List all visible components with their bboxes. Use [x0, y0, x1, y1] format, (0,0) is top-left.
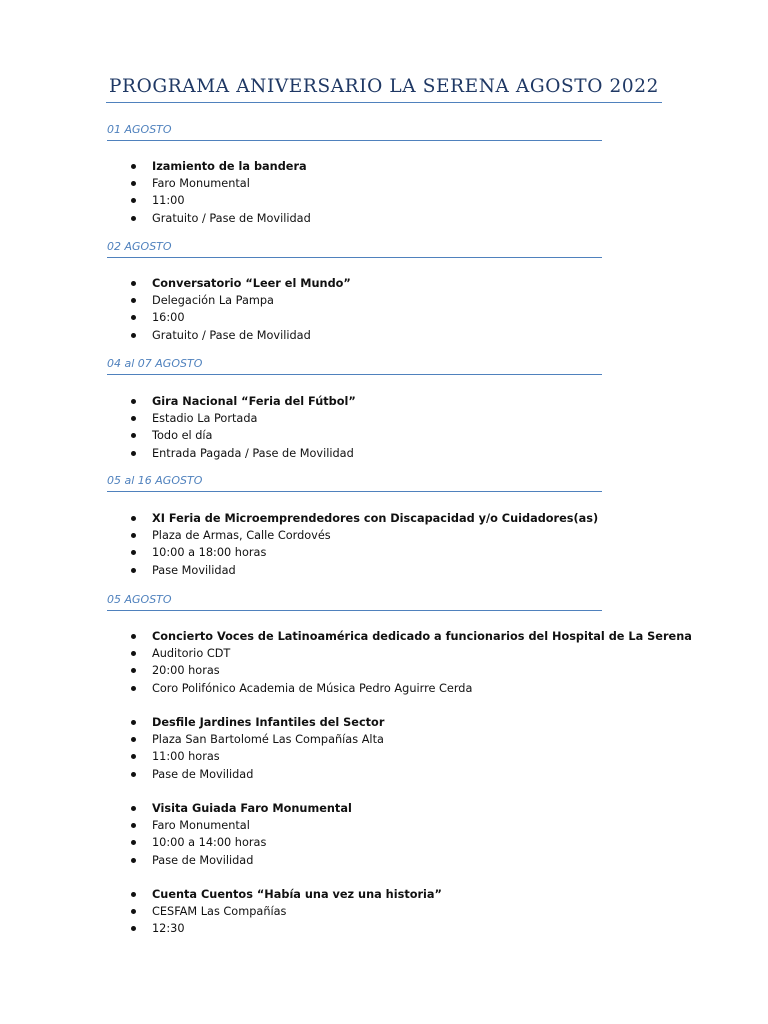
event-title: Visita Guiada Faro Monumental [152, 802, 352, 815]
list-item [152, 716, 384, 730]
event-title: Concierto Voces de Latinoamérica dedicado a funcionarios del Hospital de La Serena [152, 630, 692, 643]
list-item [152, 177, 250, 191]
list-item [152, 194, 185, 208]
event-detail: Plaza de Armas, Calle Cordovés [152, 529, 331, 543]
list-item [152, 212, 311, 226]
bullet-icon [131, 668, 136, 673]
bullet-icon [131, 754, 136, 759]
event-detail: 10:00 a 14:00 horas [152, 836, 267, 850]
list-item [152, 412, 257, 426]
event-title: XI Feria de Microemprendedores con Discapacidad y/o Cuidadores(as) [152, 512, 599, 525]
event-detail: Estadio La Portada [152, 412, 258, 426]
list-item [152, 819, 250, 833]
event-detail: Gratuito / Pase de Movilidad [152, 211, 311, 225]
bullet-icon [131, 164, 136, 169]
bullet-icon [131, 216, 136, 221]
event-title: Gira Nacional “Feria del Fútbol” [152, 395, 356, 408]
bullet-icon [131, 840, 136, 845]
bullet-icon [131, 568, 136, 573]
bullet-icon [131, 720, 136, 725]
list-item [152, 922, 185, 936]
event-detail: Coro Polifónico Academia de Música Pedro Aguirre Cerda [152, 681, 473, 695]
event-detail: 11:00 [152, 194, 185, 208]
list-item [152, 888, 442, 902]
list-item [152, 395, 356, 409]
event-detail: Pase de Movilidad [152, 767, 254, 781]
section-heading: 05 AGOSTO [107, 593, 602, 611]
event-detail: 16:00 [152, 311, 185, 325]
event-title: Izamiento de la bandera [152, 160, 307, 173]
event-title: Cuenta Cuentos “Había una vez una historia” [152, 888, 442, 901]
bullet-icon [131, 926, 136, 931]
bullet-icon [131, 634, 136, 639]
bullet-icon [131, 772, 136, 777]
bullet-icon [131, 298, 136, 303]
event-detail: 10:00 a 18:00 horas [152, 546, 267, 560]
list-item [152, 429, 212, 443]
list-item [152, 447, 354, 461]
bullet-icon [131, 858, 136, 863]
list-item [152, 750, 220, 764]
list-item [152, 905, 286, 919]
bullet-icon [131, 516, 136, 521]
bullet-icon [131, 333, 136, 338]
list-item [152, 836, 266, 850]
list-item [152, 768, 253, 782]
bullet-icon [131, 198, 136, 203]
list-item [152, 529, 331, 543]
bullet-icon [131, 315, 136, 320]
event-detail: 11:00 horas [152, 750, 220, 764]
bullet-icon [131, 451, 136, 456]
list-item [152, 733, 384, 747]
event-detail: 20:00 horas [152, 664, 220, 678]
event-detail: Pase de Movilidad [152, 853, 254, 867]
list-item [152, 802, 352, 816]
event-title: Conversatorio “Leer el Mundo” [152, 277, 351, 290]
list-item [152, 294, 274, 308]
bullet-icon [131, 533, 136, 538]
list-item [152, 160, 307, 174]
document-title: PROGRAMA ANIVERSARIO LA SERENA AGOSTO 2022 [106, 76, 662, 103]
section-heading: 05 al 16 AGOSTO [107, 474, 602, 492]
event-detail: Gratuito / Pase de Movilidad [152, 328, 311, 342]
bullet-icon [131, 416, 136, 421]
list-item [152, 854, 253, 868]
list-item [152, 630, 692, 644]
list-item [152, 564, 236, 578]
list-item [152, 311, 185, 325]
section-heading: 04 al 07 AGOSTO [107, 357, 602, 375]
bullet-icon [131, 892, 136, 897]
bullet-icon [131, 806, 136, 811]
bullet-icon [131, 550, 136, 555]
event-detail: Delegación La Pampa [152, 294, 274, 308]
event-detail: Faro Monumental [152, 819, 250, 833]
list-item [152, 546, 266, 560]
event-detail: Faro Monumental [152, 177, 250, 191]
bullet-icon [131, 909, 136, 914]
event-detail: Plaza San Bartolomé Las Compañías Alta [152, 733, 384, 747]
event-detail: Todo el día [152, 429, 213, 443]
bullet-icon [131, 737, 136, 742]
bullet-icon [131, 399, 136, 404]
section-heading: 01 AGOSTO [107, 123, 602, 141]
list-item [152, 277, 351, 291]
bullet-icon [131, 181, 136, 186]
list-item [152, 647, 230, 661]
list-item [152, 682, 472, 696]
event-detail: Entrada Pagada / Pase de Movilidad [152, 446, 354, 460]
list-item [152, 512, 598, 526]
event-detail: Auditorio CDT [152, 647, 231, 661]
event-detail: 12:30 [152, 922, 185, 936]
list-item [152, 664, 220, 678]
event-detail: Pase Movilidad [152, 563, 236, 577]
bullet-icon [131, 823, 136, 828]
bullet-icon [131, 433, 136, 438]
bullet-icon [131, 686, 136, 691]
section-heading: 02 AGOSTO [107, 240, 602, 258]
event-detail: CESFAM Las Compañías [152, 905, 287, 919]
bullet-icon [131, 651, 136, 656]
bullet-icon [131, 281, 136, 286]
list-item [152, 329, 311, 343]
event-title: Desfile Jardines Infantiles del Sector [152, 716, 385, 729]
